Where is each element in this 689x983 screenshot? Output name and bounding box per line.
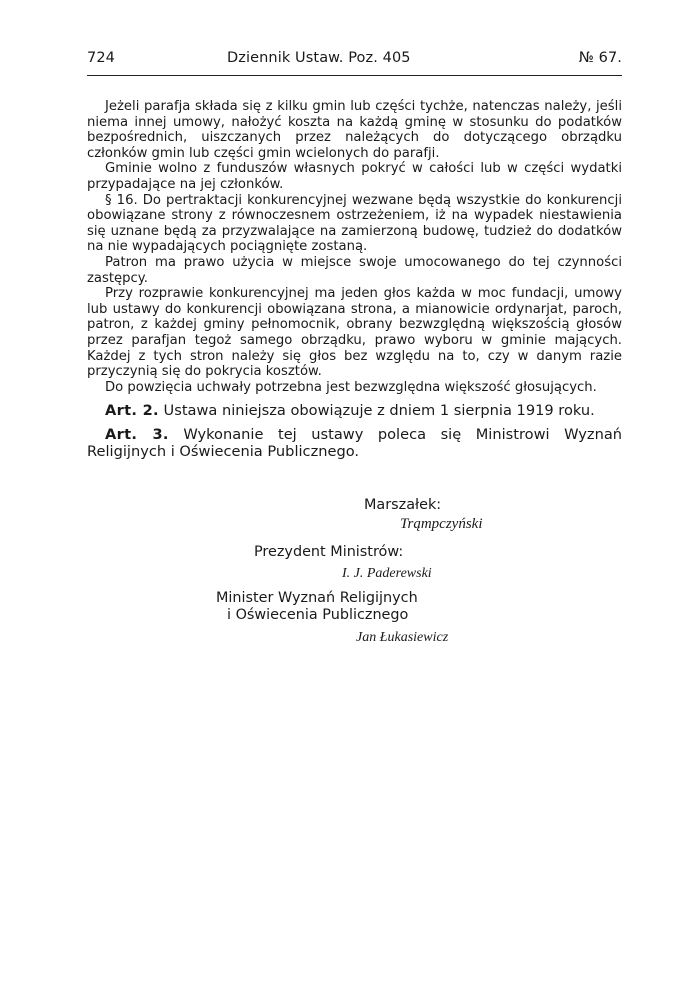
article-label: Art. 3.	[105, 426, 169, 444]
page-header	[87, 50, 622, 72]
header-rule	[87, 75, 622, 76]
article-text: Wykonanie tej ustawy poleca się Ministrowi Wyznań Religijnych i Oświecenia Publicznego.	[87, 426, 623, 461]
body-text	[87, 99, 622, 460]
minister-signature: Jan Łukasiewicz	[356, 630, 449, 645]
paragraph: Patron ma prawo użycia w miejsce swoje umocowanego do tej czynności zastępcy.	[87, 254, 622, 286]
minister-title-line2: i Oświecenia Publicznego	[227, 607, 409, 623]
article-2	[87, 402, 622, 419]
marshal-signature: Trąmpczyński	[400, 516, 483, 532]
pm-title: Prezydent Ministrów:	[254, 544, 404, 560]
paragraph: Jeżeli parafja składa się z kilku gmin lub części tychże, natenczas należy, jeśli niema innej umowy, nałożyć koszta na każdą gminę w stosunku do podatków bezpośrednich, uiszczanych przez należących do dotyczącego obrządku członków gmin lub części gmin wcielonych do parafji.	[87, 99, 622, 161]
paragraph: Gminie wolno z funduszów własnych pokryć w całości lub w części wydatki przypadające na jej członków.	[87, 161, 622, 192]
paragraph: § 16. Do pertraktacji konkurencyjnej wezwane będą wszystkie do konkurencji obowiązane strony z równoczesnem ostrzeżeniem, iż na wypadek niestawienia się uznane będą za przyzwalające na zamierzoną budowę, tudzież do dodatków na nie wypadających pociągnięte zostaną.	[87, 192, 622, 255]
issue-number: № 67.	[578, 50, 622, 66]
paragraph: Do powzięcia uchwały potrzebna jest bezwzględna większość głosujących.	[105, 379, 597, 395]
marshal-title: Marszałek:	[364, 497, 442, 513]
pm-signature: I. J. Paderewski	[342, 566, 432, 581]
paragraph: Przy rozprawie konkurencyjnej ma jeden głos każda w moc fundacji, umowy lub ustawy do konkurencji obowiązana strona, a mianowicie ordynarjat, paroch, patron, z każdej gminy pełnomocnik, obrany bezwzględną większością głosów przez parafjan tegoż samego obrządku, prawo wyboru w gminie mających. Każdej z tych stron należy się głos bez względu na to, czy w danym razie przyczynią się do pokrycia kosztów.	[87, 286, 622, 380]
page-number: 724	[87, 50, 115, 66]
article-label: Art. 2.	[105, 402, 159, 420]
journal-title: Dziennik Ustaw. Poz. 405	[227, 50, 411, 66]
minister-title-line1: Minister Wyznań Religijnych	[216, 590, 418, 606]
article-3	[87, 426, 622, 460]
article-text: Ustawa niniejsza obowiązuje z dniem 1 sierpnia 1919 roku.	[163, 402, 595, 420]
